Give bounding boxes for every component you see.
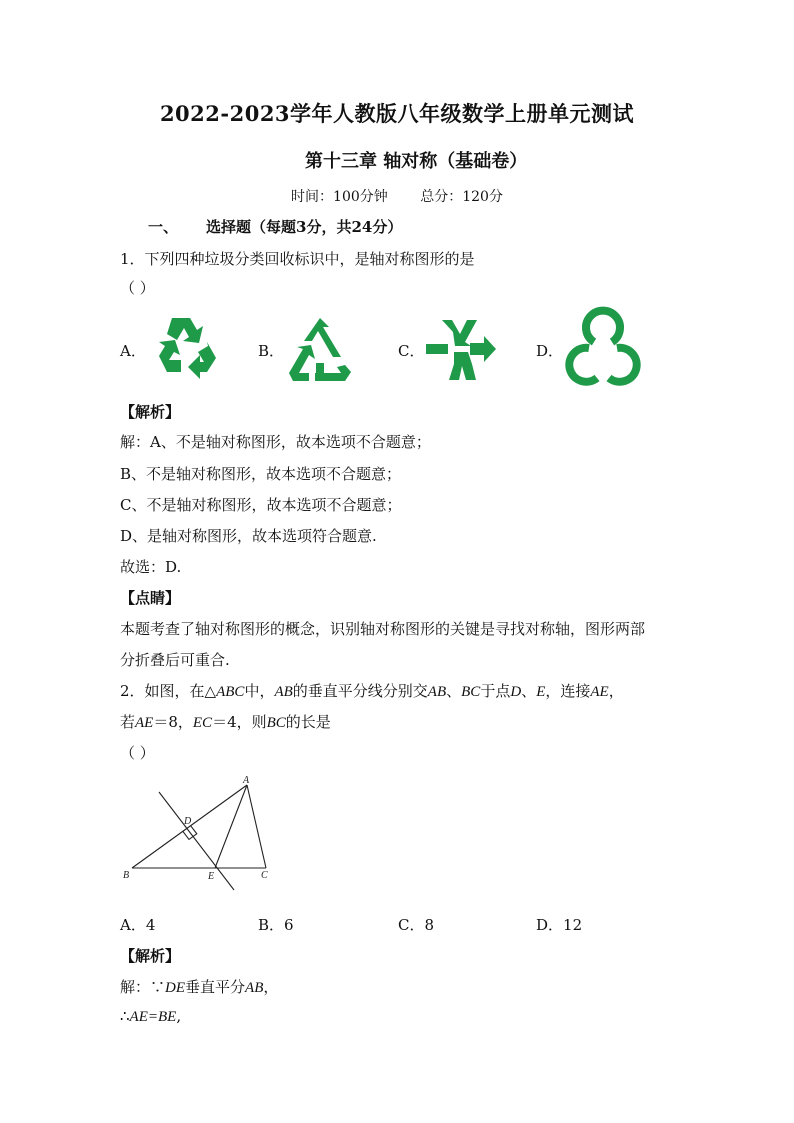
q2-option-b-label: B．: [258, 916, 285, 934]
q1-analysis-line-2: B、不是轴对称图形，故本选项不合题意；: [120, 465, 402, 483]
q1-option-a-label: A．: [120, 342, 146, 360]
q2-solution-text: ，: [263, 978, 279, 996]
q2-stem-line-2: [120, 711, 331, 732]
figure-label-c: C: [261, 870, 268, 881]
q2-solution-text: 垂直平分: [185, 978, 246, 996]
triangle-symbol: △: [204, 682, 217, 700]
q2-solution-text: ∴: [120, 1007, 130, 1025]
q2-solution-line-2: [120, 1007, 181, 1026]
q2-stem-line-1: [120, 680, 624, 701]
q2-stem-text: ＝4，则: [212, 713, 267, 731]
q2-option-d-label: D．: [536, 916, 564, 934]
figure-label-a: A: [243, 775, 250, 786]
q1-option-c-label: C．: [398, 342, 425, 360]
q1-answer-paren: （ ）: [120, 279, 155, 297]
q2-option-a: [120, 914, 155, 935]
q2-stem-text: 于点: [480, 682, 511, 700]
q2-stem-text: 的长是: [285, 713, 331, 731]
recycle-arrows-icon: [150, 312, 224, 384]
q2-solution-text: 解：∵: [120, 978, 166, 996]
figure-label-e: E: [208, 871, 215, 882]
q2-segment-ec: EC: [192, 715, 213, 731]
q2-stem-text: 的垂直平分线分别交: [292, 682, 428, 700]
q2-option-c-label: C．: [398, 916, 425, 934]
section-title: 选择题（每题3分，共24分）: [206, 218, 403, 236]
q2-point-e: E: [536, 684, 546, 700]
q2-segment-bc: BC: [266, 715, 286, 731]
q2-triangle-name: ABC: [216, 684, 245, 700]
document-title: 2022-2023学年人教版八年级数学上册单元测试: [159, 101, 635, 126]
q2-stem-text: 若: [120, 713, 136, 731]
q1-option-d-label: D．: [536, 342, 564, 360]
q2-option-a-value: 4: [145, 916, 156, 934]
q2-segment-ae: AE: [590, 684, 609, 700]
triangle-figure: [118, 772, 278, 897]
q2-option-b-value: 6: [284, 916, 294, 934]
chapter-subtitle: 第十三章 轴对称（基础卷）: [305, 151, 528, 172]
q2-segment-ab: AB: [427, 684, 447, 700]
triangle-arrows-icon: [285, 315, 355, 383]
four-arrows-icon: [424, 316, 498, 384]
q2-point-d: D: [510, 684, 522, 700]
q1-option-b-label: B．: [258, 342, 285, 360]
q1-answer-line: 故选：D.: [120, 558, 182, 576]
q1-comment-line-2: 分折叠后可重合.: [120, 651, 230, 669]
q2-segment-de: DE: [165, 980, 186, 996]
q2-segment-ab: AB: [274, 684, 293, 700]
section-number: 一、: [148, 218, 179, 236]
q2-option-b: [258, 914, 294, 935]
q2-option-d-value: 12: [563, 916, 583, 934]
q2-stem-text: 中，: [244, 682, 275, 700]
q2-option-c-value: 8: [424, 916, 435, 934]
q2-equation-ae-be: AE=BE: [129, 1009, 177, 1025]
q2-segment-ae: AE: [135, 715, 154, 731]
exam-meta: [0, 186, 794, 206]
three-rings-icon: [563, 312, 643, 388]
section-heading: [148, 216, 402, 237]
q2-option-c: [398, 914, 434, 935]
q1-stem: 1．下列四种垃圾分类回收标识中，是轴对称图形的是: [120, 250, 475, 268]
q1-analysis-line-4: D、是轴对称图形，故本选项符合题意.: [120, 527, 377, 545]
figure-label-b: B: [123, 870, 130, 881]
q2-option-a-label: A．: [120, 916, 146, 934]
q2-stem-text: 2．如图，在: [120, 682, 205, 700]
exam-total-score: 总分：120分: [420, 189, 503, 205]
q2-stem-text: ，: [608, 682, 624, 700]
q2-analysis-tag: 【解析】: [120, 947, 181, 965]
q2-stem-text: ＝8，: [153, 713, 193, 731]
q2-option-d: [536, 914, 582, 935]
q2-stem-text: 、: [446, 682, 462, 700]
q2-segment-bc: BC: [461, 684, 481, 700]
q2-stem-text: ，连接: [545, 682, 591, 700]
figure-label-d: D: [184, 816, 192, 827]
q1-comment-tag: 【点睛】: [120, 589, 181, 607]
q1-analysis-tag: 【解析】: [120, 403, 181, 421]
q2-solution-text: ,: [176, 1007, 182, 1025]
q1-analysis-line-1: 解：A、不是轴对称图形，故本选项不合题意；: [120, 433, 431, 451]
q1-comment-line-1: 本题考查了轴对称图形的概念，识别轴对称图形的关键是寻找对称轴，图形两部: [120, 620, 646, 638]
q2-segment-ab: AB: [245, 980, 264, 996]
q2-answer-paren: （ ）: [120, 744, 155, 762]
q1-analysis-line-3: C、不是轴对称图形，故本选项不合题意；: [120, 496, 402, 514]
q2-stem-text: 、: [521, 682, 537, 700]
exam-time: 时间：100分钟: [291, 189, 388, 205]
q2-solution-line-1: [120, 976, 278, 997]
